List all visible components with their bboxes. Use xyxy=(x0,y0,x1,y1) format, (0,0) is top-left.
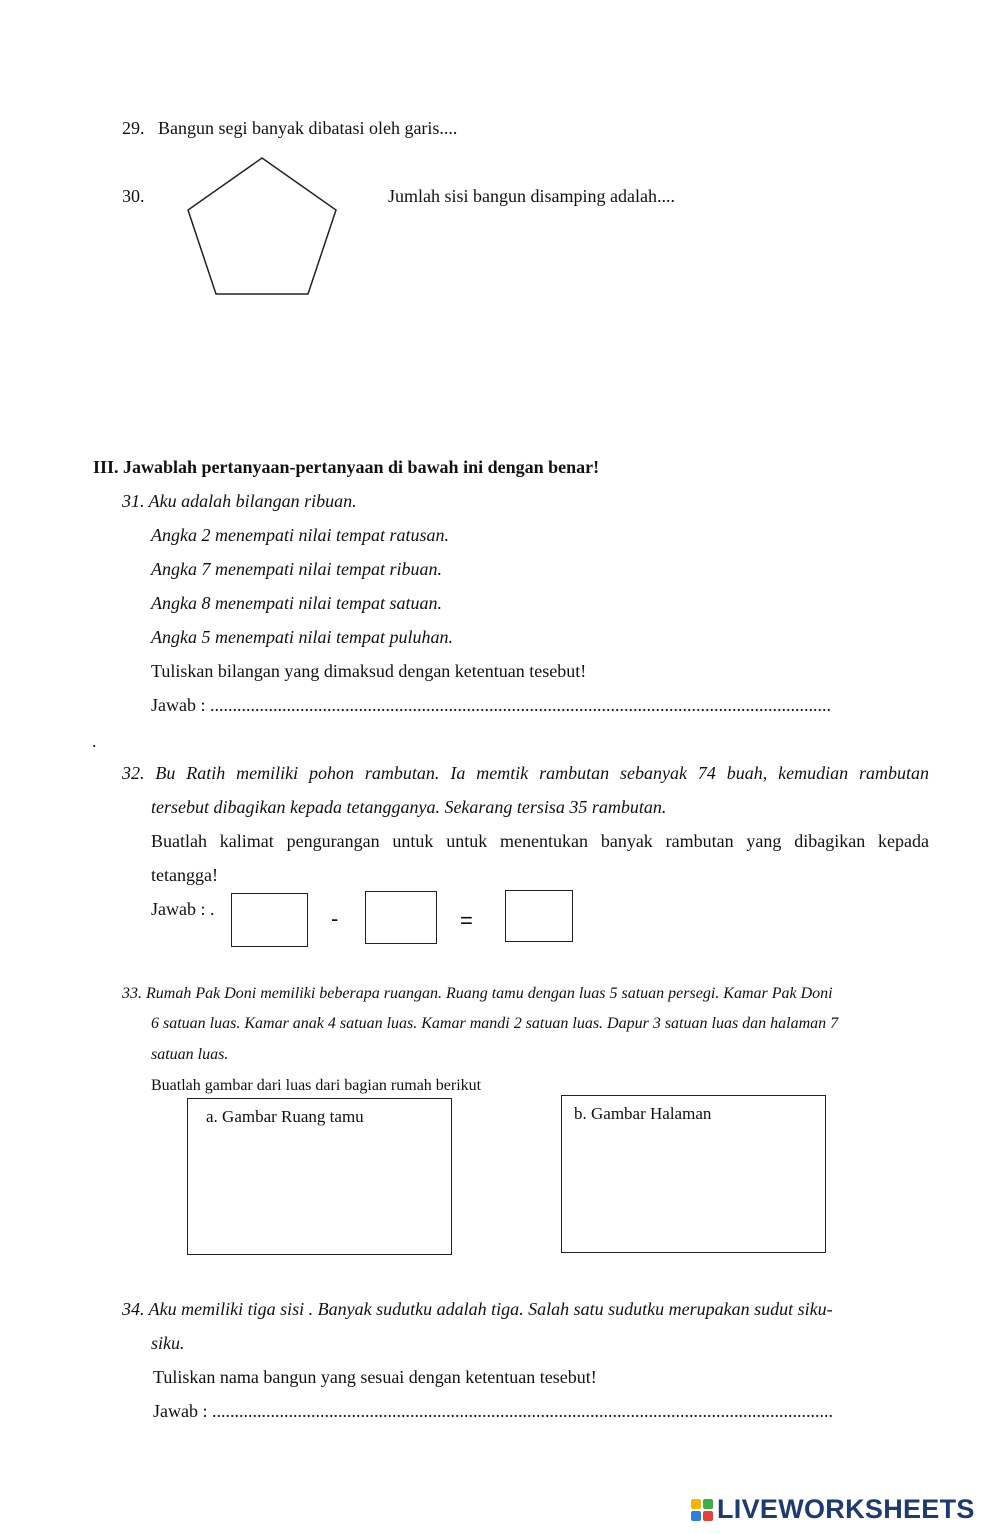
q31-line: 31. Aku adalah bilangan ribuan. xyxy=(122,491,357,511)
q34-line2: siku. xyxy=(151,1333,185,1353)
logo-square xyxy=(703,1499,713,1509)
logo-text: LIVEWORKSHEETS xyxy=(717,1494,975,1524)
q34-answer-line[interactable]: Jawab : .......................................................................................................................................... xyxy=(153,1401,833,1421)
q30-text: Jumlah sisi bangun disamping adalah.... xyxy=(388,186,675,206)
liveworksheets-logo xyxy=(691,1494,975,1525)
answer-box-result[interactable] xyxy=(505,890,573,942)
box-b-label: b. Gambar Halaman xyxy=(574,1104,712,1123)
q31-line: Angka 8 menempati nilai tempat satuan. xyxy=(151,593,442,613)
pentagon-shape xyxy=(188,158,336,294)
minus-sign: - xyxy=(331,906,339,931)
logo-squares-icon xyxy=(691,1499,713,1521)
q33-instruction: Buatlah gambar dari luas dari bagian rumah berikut xyxy=(151,1077,482,1094)
q32-answer-label: Jawab : . xyxy=(151,899,215,919)
q29-number: 29. xyxy=(122,118,145,138)
q30-number: 30. xyxy=(122,186,145,206)
q29-text: Bangun segi banyak dibatasi oleh garis.... xyxy=(158,118,458,138)
logo-square xyxy=(691,1499,701,1509)
q34-instruction: Tuliskan nama bangun yang sesuai dengan ketentuan tesebut! xyxy=(153,1367,597,1387)
q32-instruction2: tetangga! xyxy=(151,865,218,885)
answer-box-minuend[interactable] xyxy=(231,893,308,947)
answer-box-subtrahend[interactable] xyxy=(365,891,437,944)
q31-answer-line[interactable]: Jawab : .......................................................................................................................................... xyxy=(151,695,831,715)
q31-instruction: Tuliskan bilangan yang dimaksud dengan ketentuan tesebut! xyxy=(151,661,587,681)
logo-square xyxy=(703,1511,713,1521)
q33-line1: 33. Rumah Pak Doni memiliki beberapa ruangan. Ruang tamu dengan luas 5 satuan persegi. Kamar Pak Doni xyxy=(122,985,833,1002)
q33-line3: satuan luas. xyxy=(151,1046,229,1063)
stray-dot: . xyxy=(92,731,97,751)
q32-line2: tersebut dibagikan kepada tetangganya. Sekarang tersisa 35 rambutan. xyxy=(151,797,667,817)
pentagon-figure xyxy=(180,150,345,300)
q34-line1: 34. Aku memiliki tiga sisi . Banyak sudutku adalah tiga. Salah satu sudutku merupakan sudut siku- xyxy=(122,1299,833,1319)
drawing-box-halaman[interactable] xyxy=(561,1095,826,1253)
logo-square xyxy=(691,1511,701,1521)
drawing-box-ruang-tamu[interactable] xyxy=(187,1098,452,1255)
box-a-label: a. Gambar Ruang tamu xyxy=(206,1107,364,1126)
q33-line2: 6 satuan luas. Kamar anak 4 satuan luas. Kamar mandi 2 satuan luas. Dapur 3 satuan luas dan halaman 7 xyxy=(151,1015,839,1032)
q31-line: Angka 7 menempati nilai tempat ribuan. xyxy=(151,559,442,579)
q31-line: Angka 5 menempati nilai tempat puluhan. xyxy=(151,627,453,647)
q32-instruction1: Buatlah kalimat pengurangan untuk untuk menentukan banyak rambutan yang dibagikan kepada xyxy=(151,831,929,851)
q31-line: Angka 2 menempati nilai tempat ratusan. xyxy=(151,525,449,545)
section3-heading: III. Jawablah pertanyaan-pertanyaan di bawah ini dengan benar! xyxy=(93,457,600,477)
q32-line1: 32. Bu Ratih memiliki pohon rambutan. Ia memtik rambutan sebanyak 74 buah, kemudian rambutan xyxy=(122,763,929,783)
equals-sign: = xyxy=(460,908,473,933)
